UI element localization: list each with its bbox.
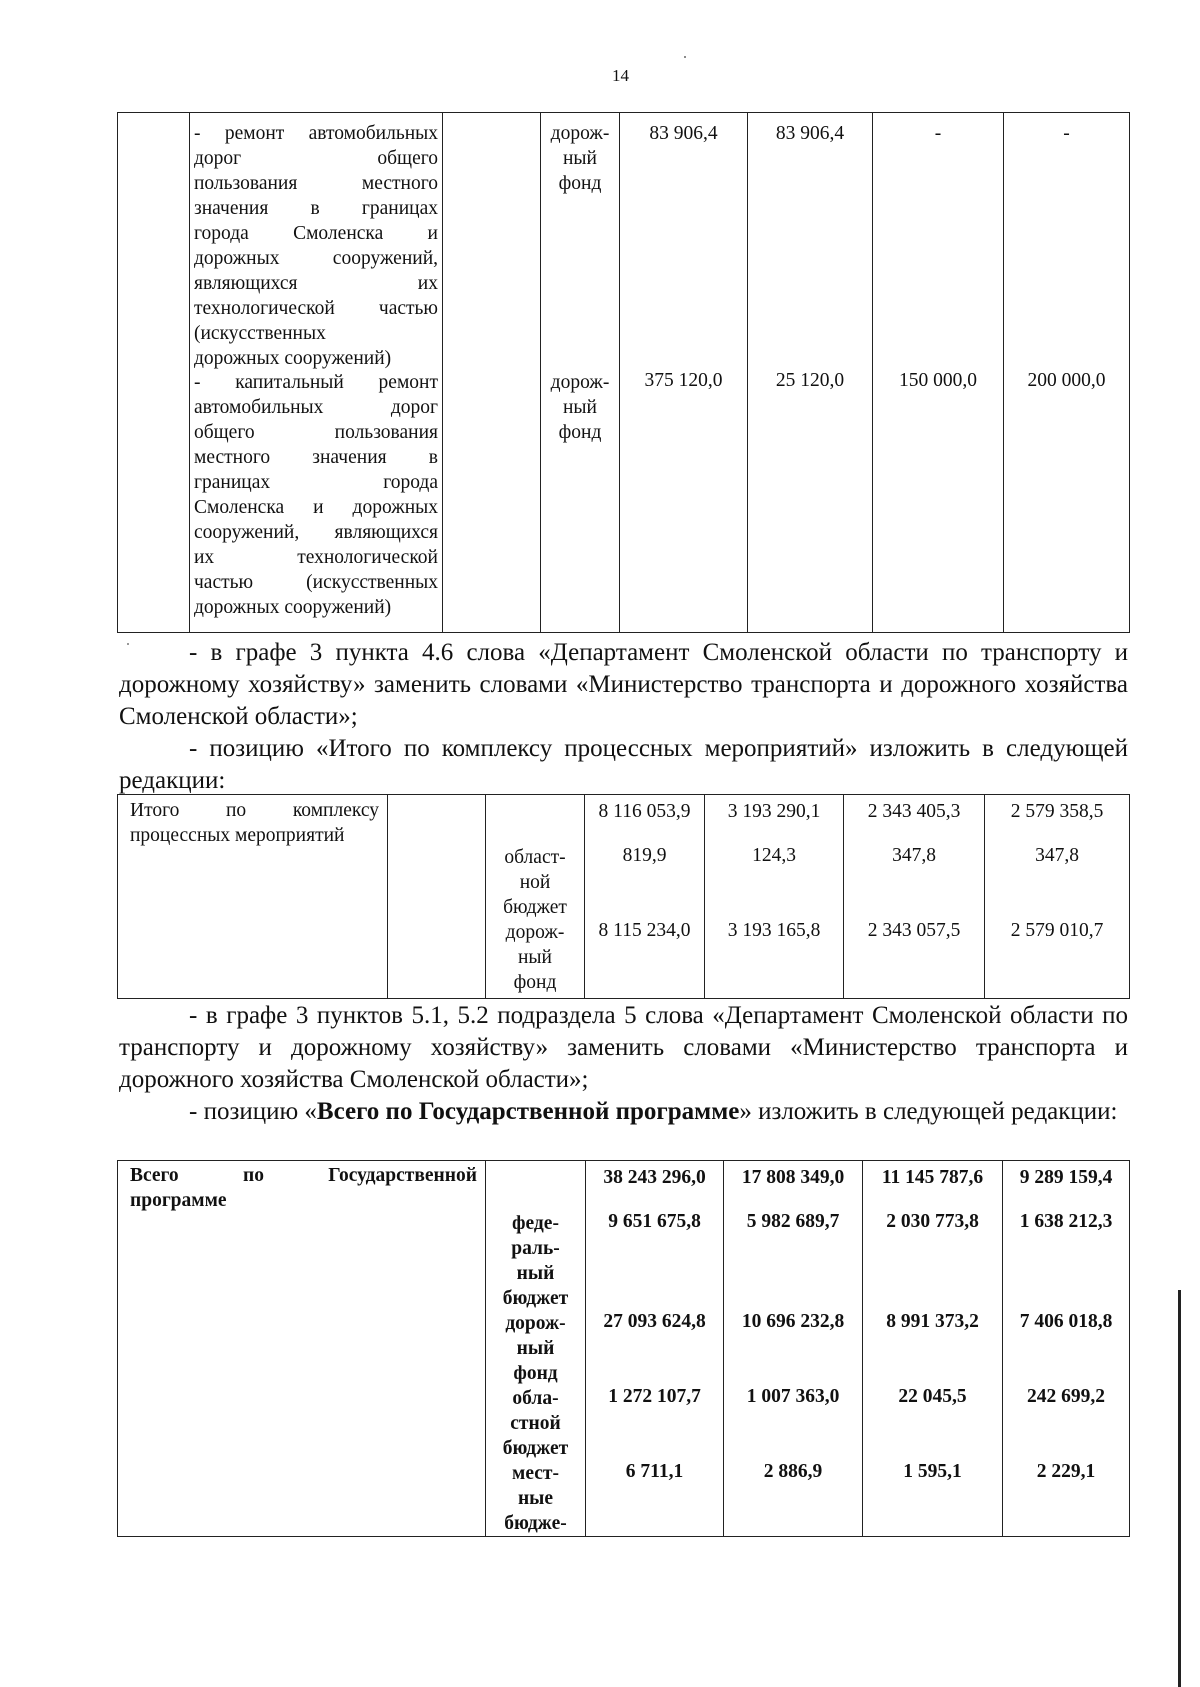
table-cell-year2: 2 343 405,3 347,8 2 343 057,5 — [844, 795, 985, 999]
page-edge-line — [1178, 1290, 1181, 1687]
table-cell-total: 83 906,4 375 120,0 — [620, 113, 748, 633]
table-cell-year1: 83 906,4 25 120,0 — [748, 113, 873, 633]
table-cell-total: 38 243 296,0 9 651 675,8 27 093 624,8 1 272 107,7 6 711,1 — [586, 1161, 724, 1537]
table-cell-description — [190, 113, 443, 633]
table-cell-source: област- ной бюджет дорож- ный фонд — [486, 795, 585, 999]
page-number: 14 — [612, 66, 629, 85]
table-cell-year2: - 150 000,0 — [873, 113, 1004, 633]
row-description: - ремонт автомобильных дорог общего пользования местного значения в границах города Смоленска и дорожных сооружений, являющихся их технологической частью (искусственных дорожных сооружений) — [194, 123, 438, 369]
row-description: - капитальный ремонт автомобильных дорог общего пользования местного значения в границах города Смоленска и дорожных сооружений, являющихся их технологической частью (искусственных дорожных сооружений) — [194, 372, 438, 618]
table-cell-total: 8 116 053,9 819,9 8 115 234,0 — [585, 795, 705, 999]
table-cell-label: Итого по комплексу процессных мероприятий — [118, 795, 388, 999]
table-cell-label: Всего по Государственной программе — [118, 1161, 486, 1537]
paragraph-amendment-4-6: - в графе 3 пункта 4.6 слова «Департамент Смоленской области по транспорту и дорожному хозяйству» заменить словами «Министерство транспорта и дорожного хозяйства Смоленской области»; — [119, 639, 1128, 730]
table-cell-source: дорож- ный фонд дорож- ный фонд — [541, 113, 620, 633]
scan-dot — [684, 56, 686, 58]
table-cell-empty — [118, 113, 190, 633]
table-vsego-program — [117, 1160, 1130, 1537]
paragraph-itogo-intro: - позицию «Итого по комплексу процессных мероприятий» изложить в следующей редакции: — [119, 735, 1128, 794]
table-cell-year1: 3 193 290,1 124,3 3 193 165,8 — [705, 795, 844, 999]
table-cell-year3: - 200 000,0 — [1004, 113, 1130, 633]
table-cell-year1: 17 808 349,0 5 982 689,7 10 696 232,8 1 007 363,0 2 886,9 — [724, 1161, 863, 1537]
table-cell-year3: 2 579 358,5 347,8 2 579 010,7 — [985, 795, 1130, 999]
table-road-repair — [117, 112, 1130, 633]
paragraph-amendment-5-1: - в графе 3 пунктов 5.1, 5.2 подраздела 5 слова «Департамент Смоленской области по транспорту и дорожному хозяйству» заменить словами «Министерство транспорта и дорожного хозяйства Смоленской области»; — [119, 1002, 1128, 1093]
table-cell-empty — [443, 113, 541, 633]
table-cell-year3: 9 289 159,4 1 638 212,3 7 406 018,8 242 699,2 2 229,1 — [1003, 1161, 1130, 1537]
table-cell-empty — [388, 795, 486, 999]
paragraph-vsego-intro: - позицию «Всего по Государственной программе» изложить в следующей редакции: — [189, 1098, 1118, 1125]
table-itogo-processes — [117, 794, 1130, 999]
table-cell-year2: 11 145 787,6 2 030 773,8 8 991 373,2 22 045,5 1 595,1 — [863, 1161, 1003, 1537]
table-cell-source: феде- раль- ный бюджет дорож- ный фонд обла- стной бюджет мест- ные бюдже- — [486, 1161, 586, 1537]
